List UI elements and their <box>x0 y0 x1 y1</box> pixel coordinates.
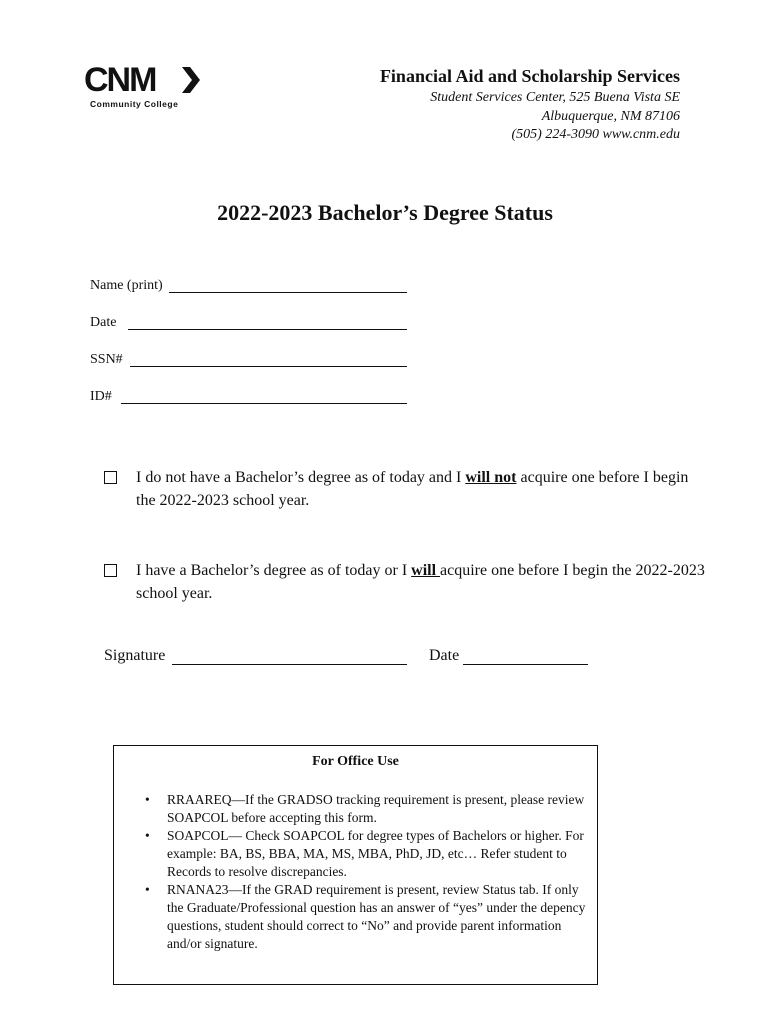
ssn-label: SSN# <box>90 352 123 367</box>
address-line-3: (505) 224-3090 www.cnm.edu <box>511 127 680 142</box>
date-field[interactable] <box>128 329 407 330</box>
address-line-1: Student Services Center, 525 Buena Vista SE <box>430 90 680 105</box>
will-not-emphasis: will not <box>465 469 517 486</box>
office-use-item <box>145 791 590 827</box>
bullet-icon: • <box>145 792 150 807</box>
cnm-logo-subtitle: Community College <box>90 99 179 109</box>
has-degree-statement <box>136 559 706 605</box>
id-field[interactable] <box>121 403 407 404</box>
office-use-title: For Office Use <box>312 754 399 769</box>
bullet-icon: • <box>145 882 150 897</box>
no-degree-checkbox[interactable] <box>104 471 117 484</box>
no-degree-statement <box>136 466 706 512</box>
office-use-item-text: RNANA23—If the GRAD requirement is present, review Status tab. If only the Graduate/Professional question has an answer of “yes” under the depency questions, student should correct to “No” and provide parent information and/or signature. <box>167 882 586 951</box>
has-degree-checkbox[interactable] <box>104 564 117 577</box>
signature-date-label: Date <box>429 647 460 664</box>
signature-date-field[interactable] <box>463 664 588 665</box>
no-degree-text-pre: I do not have a Bachelor’s degree as of today and I <box>136 469 466 486</box>
ssn-field[interactable] <box>130 366 407 367</box>
no-degree-text-post: acquire one before I begin the 2022-2023 school year. <box>136 469 689 509</box>
office-use-item-text: SOAPCOL— Check SOAPCOL for degree types of Bachelors or higher. For example: BA, BS, BBA, MA, MS, MBA, PhD, JD, etc… Refer student to Records to resolve discrepancies. <box>167 828 584 879</box>
signature-label: Signature <box>104 647 166 664</box>
office-use-item-text: RRAAREQ—If the GRADSO tracking requirement is present, please review SOAPCOL before accepting this form. <box>167 792 585 825</box>
has-degree-text-post: acquire one before I begin the 2022-2023 school year. <box>136 562 705 602</box>
has-degree-text-pre: I have a Bachelor’s degree as of today or I <box>136 562 412 579</box>
org-name: Financial Aid and Scholarship Services <box>379 66 680 86</box>
bullet-icon: • <box>145 828 150 843</box>
office-use-list <box>145 791 590 953</box>
name-field[interactable] <box>169 292 407 293</box>
name-label: Name (print) <box>90 278 163 293</box>
date-label: Date <box>90 315 117 330</box>
will-emphasis: will <box>411 562 441 579</box>
office-use-item <box>145 881 590 953</box>
address-line-2: Albuquerque, NM 87106 <box>541 109 680 124</box>
id-label: ID# <box>90 389 112 404</box>
form-title: 2022-2023 Bachelor’s Degree Status <box>217 200 553 225</box>
signature-field[interactable] <box>172 664 407 665</box>
logo-arrow-icon <box>180 65 202 95</box>
office-use-item <box>145 827 590 881</box>
cnm-logo-wordmark: CNM <box>84 61 156 99</box>
